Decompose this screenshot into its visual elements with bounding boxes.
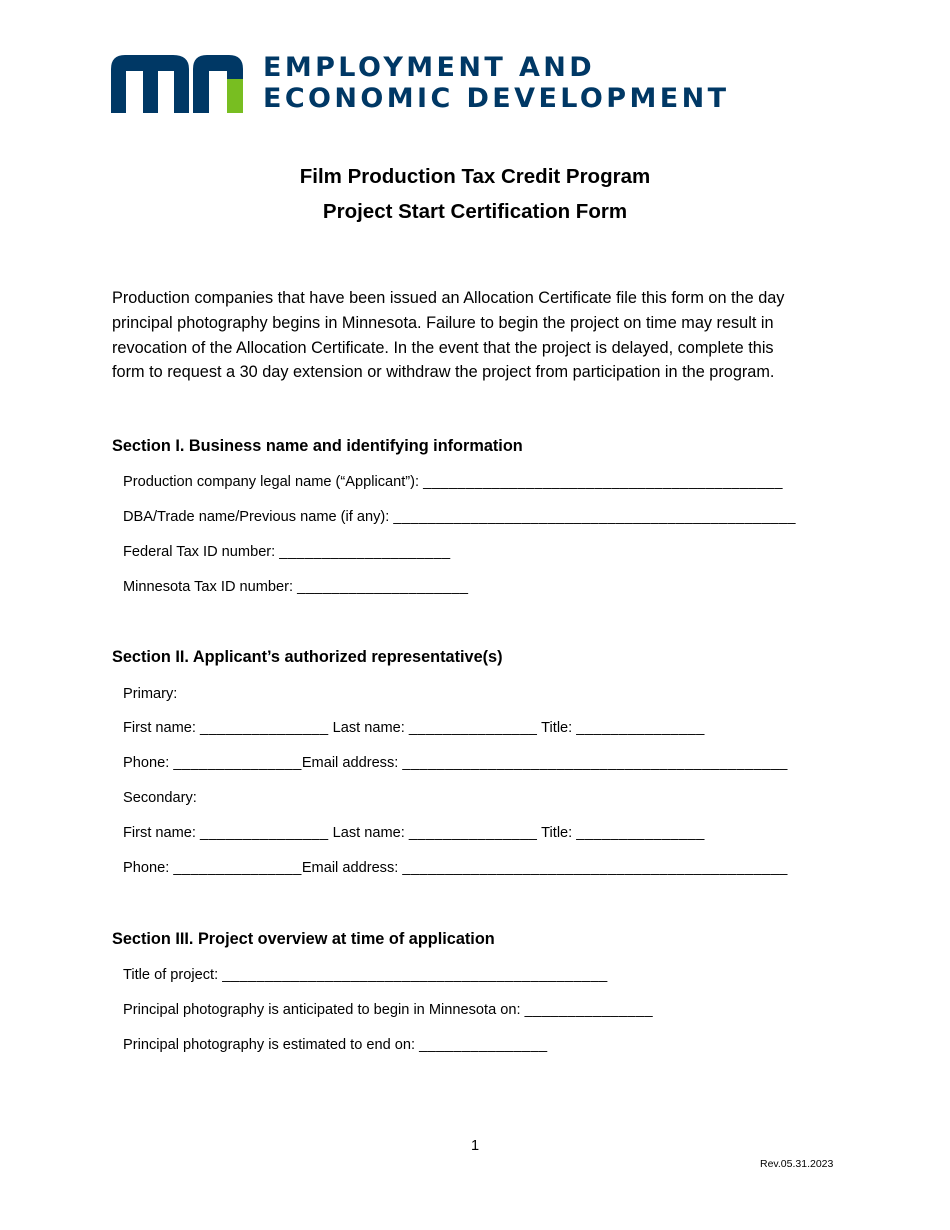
form-subtitle: Project Start Certification Form [322,200,628,223]
mn-logo-icon [111,55,245,113]
secondary-email-input[interactable]: _____________________________________________ [402,860,788,876]
primary-last-name-input[interactable]: _______________ [408,720,538,736]
federal-tax-id-input[interactable]: ____________________ [279,544,451,560]
begin-date-input[interactable]: _______________ [524,1002,654,1018]
legal-name-label: Production company legal name (“Applicant”): [123,474,424,490]
form-title: Film Production Tax Credit Program [299,165,651,188]
logo-line2: ECONOMIC DEVELOPMENT [263,83,730,114]
secondary-title-input[interactable]: _______________ [576,825,705,841]
first-name-label: First name: [123,825,201,841]
page-number: 1 [470,1138,480,1154]
revision-date: Rev.05.31.2023 [760,1158,834,1170]
dba-field [123,507,796,527]
primary-contact-row [123,753,788,773]
last-name-label: Last name: [328,720,409,736]
mn-tax-id-input[interactable]: ____________________ [297,579,469,595]
logo-wordmark [263,52,729,114]
secondary-first-name-input[interactable]: _______________ [200,825,329,841]
secondary-last-name-input[interactable]: _______________ [408,825,538,841]
section-1-heading: Section I. Business name and identifying information [112,437,523,455]
primary-phone-input[interactable]: _______________ [173,755,302,771]
title-label: Title: [537,825,577,841]
intro-line: principal photography begins in Minnesota. Failure to begin the project on time may result in [112,313,774,332]
secondary-label: Secondary: [123,790,197,806]
title-label: Title: [537,720,577,736]
mn-tax-id-label: Minnesota Tax ID number: [123,579,298,595]
intro-line: form to request a 30 day extension or withdraw the project from participation in the program. [112,363,775,382]
email-label: Email address: [301,755,403,771]
federal-tax-id-field [123,542,451,562]
secondary-name-row [123,823,705,843]
begin-date-label: Principal photography is anticipated to begin in Minnesota on: [123,1002,525,1018]
end-date-field [123,1035,548,1055]
first-name-label: First name: [123,720,201,736]
email-label: Email address: [301,860,403,876]
project-title-label: Title of project: [123,967,223,983]
secondary-contact-row [123,858,788,878]
primary-email-input[interactable]: _____________________________________________ [402,755,788,771]
last-name-label: Last name: [328,825,409,841]
phone-label: Phone: [123,755,174,771]
primary-label: Primary: [123,686,178,702]
logo-line1: EMPLOYMENT AND [263,52,596,83]
intro-line: Production companies that have been issued an Allocation Certificate file this form on the day [112,289,785,307]
project-title-input[interactable]: _____________________________________________ [222,967,608,983]
intro-paragraph [112,286,852,385]
legal-name-input[interactable]: __________________________________________ [423,474,783,490]
federal-tax-id-label: Federal Tax ID number: [123,544,280,560]
phone-label: Phone: [123,860,174,876]
end-date-label: Principal photography is estimated to end on: [123,1037,420,1053]
legal-name-field [123,472,783,492]
primary-title-input[interactable]: _______________ [576,720,705,736]
section-3-heading: Section III. Project overview at time of application [112,930,495,948]
primary-first-name-input[interactable]: _______________ [200,720,329,736]
section-2-heading: Section II. Applicant’s authorized representative(s) [112,648,503,666]
mn-tax-id-field [123,577,468,597]
dba-input[interactable]: _______________________________________________ [393,509,796,525]
dba-label: DBA/Trade name/Previous name (if any): [123,509,394,525]
end-date-input[interactable]: _______________ [419,1037,548,1053]
primary-name-row [123,718,705,738]
begin-date-field [123,1000,653,1020]
project-title-field [123,965,608,985]
secondary-phone-input[interactable]: _______________ [173,860,302,876]
intro-line: revocation of the Allocation Certificate. In the event that the project is delayed, complete this [112,338,774,357]
